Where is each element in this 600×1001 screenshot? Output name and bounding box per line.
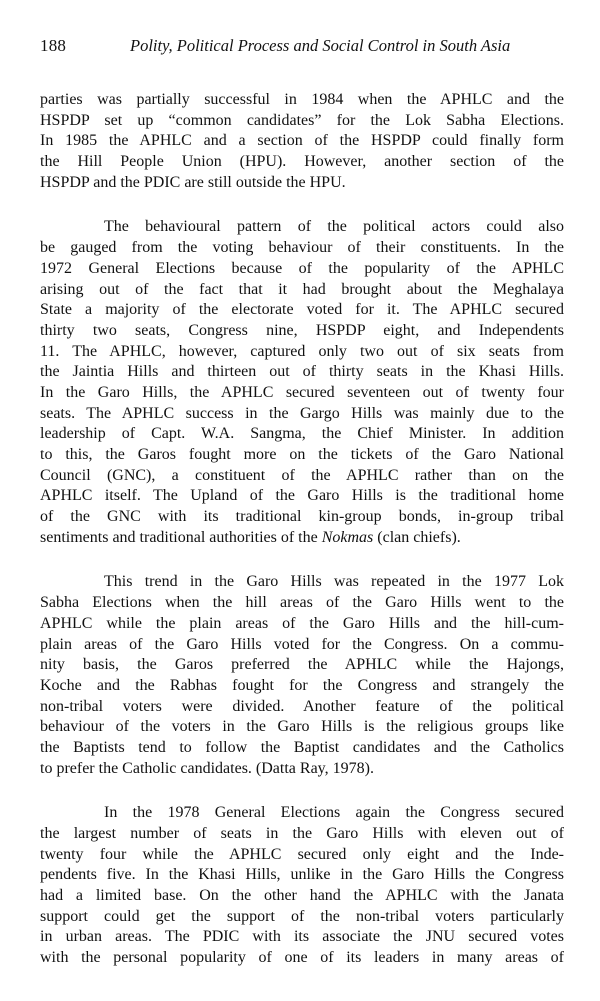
text-line: to prefer the Catholic candidates. (Datta Ray, 1978).: [40, 759, 374, 777]
text-line: 1972 General Elections because of the popularity of the APHLC: [40, 259, 564, 277]
text-line: the Hill People Union (HPU). However, another section of the: [40, 153, 564, 171]
text-line: pendents five. In the Khasi Hills, unlike in the Garo Hills the Congress: [40, 866, 564, 884]
text-line: This trend in the Garo Hills was repeated in the 1977 Lok: [104, 573, 564, 591]
text-line: in urban areas. The PDIC with its associate the JNU secured votes: [40, 928, 564, 946]
text-line: In the Garo Hills, the APHLC secured seventeen out of twenty four: [40, 383, 564, 401]
italic-term: Nokmas: [321, 528, 374, 546]
text-line: with the personal popularity of one of its leaders in many areas of: [40, 949, 564, 967]
text-line: the Jaintia Hills and thirteen out of thirty seats in the Khasi Hills.: [40, 363, 564, 381]
paragraph: [40, 217, 564, 548]
text-line: be gauged from the voting behaviour of their constituents. In the: [40, 239, 564, 257]
body-text: [40, 90, 564, 993]
paragraph: [40, 90, 564, 193]
text-line: In 1985 the APHLC and a section of the HSPDP could finally form: [40, 132, 564, 150]
text-line: APHLC while the plain areas of the Garo Hills and the hill-cum-: [40, 614, 564, 632]
text-line: thirty two seats, Congress nine, HSPDP eight, and Independents: [40, 321, 564, 339]
text-line: arising out of the fact that it had brought about the Meghalaya: [40, 280, 564, 298]
text-line: nity basis, the Garos preferred the APHLC while the Hajongs,: [40, 656, 564, 674]
text-line: sentiments and traditional authorities of the Nokmas (clan chiefs).: [40, 528, 461, 546]
text-line: had a limited base. On the other hand the APHLC with the Janata: [40, 887, 564, 905]
text-line: parties was partially successful in 1984 when the APHLC and the: [40, 91, 564, 108]
text-line: In the 1978 General Elections again the Congress secured: [104, 804, 564, 822]
text-line: Koche and the Rabhas fought for the Congress and strangely the: [40, 676, 564, 694]
text-line: leadership of Capt. W.A. Sangma, the Chief Minister. In addition: [40, 425, 564, 443]
running-title: Polity, Political Process and Social Control in South Asia: [130, 36, 511, 55]
text-line: State a majority of the electorate voted for it. The APHLC secured: [40, 301, 564, 319]
paragraph: [40, 803, 564, 969]
text-line: Council (GNC), a constituent of the APHLC rather than on the: [40, 466, 564, 484]
text-line: the largest number of seats in the Garo Hills with eleven out of: [40, 825, 564, 842]
running-header: [40, 36, 560, 60]
text-line: seats. The APHLC success in the Gargo Hills was mainly due to the: [40, 404, 564, 422]
text-line: to this, the Garos fought more on the tickets of the Garo National: [40, 446, 564, 463]
text-line: APHLC itself. The Upland of the Garo Hills is the traditional home: [40, 487, 564, 505]
text-line: HSPDP and the PDIC are still outside the HPU.: [40, 173, 346, 191]
text-line: Sabha Elections when the hill areas of the Garo Hills went to the: [40, 594, 564, 612]
text-line: the Baptists tend to follow the Baptist candidates and the Catholics: [40, 738, 564, 756]
text-line: of the GNC with its traditional kin-group bonds, in-group tribal: [40, 508, 564, 526]
text-line: The behavioural pattern of the political actors could also: [104, 218, 564, 236]
paragraph: [40, 572, 564, 779]
text-line: support could get the support of the non-tribal voters particularly: [40, 907, 564, 925]
text-line: plain areas of the Garo Hills voted for the Congress. On a commu-: [40, 635, 564, 653]
text-line: HSPDP set up “common candidates” for the Lok Sabha Elections.: [40, 111, 564, 129]
text-line: 11. The APHLC, however, captured only two out of six seats from: [40, 342, 564, 360]
page-number: 188: [40, 36, 67, 55]
text-line: non-tribal voters were divided. Another feature of the political: [40, 697, 564, 715]
text-line: twenty four while the APHLC secured only eight and the Inde-: [40, 845, 564, 863]
text-line: behaviour of the voters in the Garo Hills is the religious groups like: [40, 718, 564, 736]
